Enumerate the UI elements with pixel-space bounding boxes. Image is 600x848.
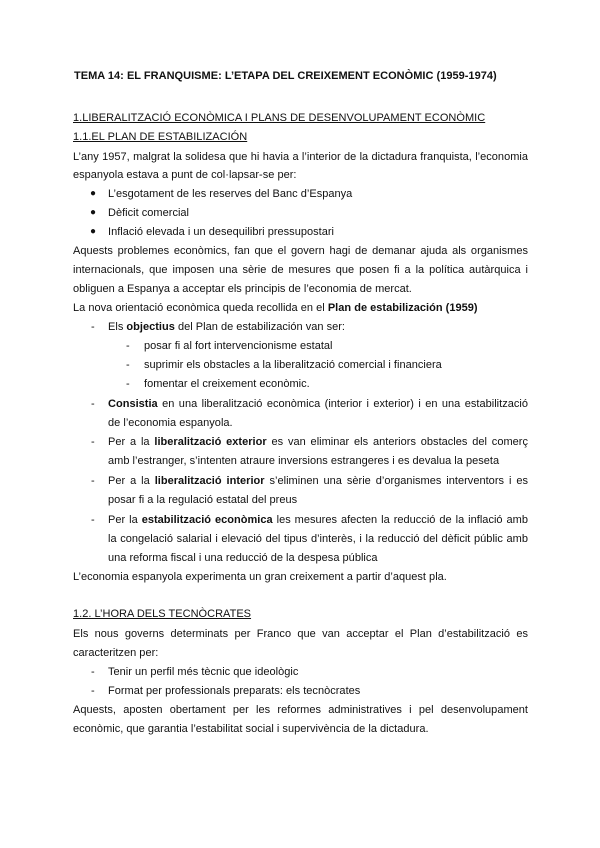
problems-line-3: obliguen a Espanya a acceptar els principis de l’economia de mercat. [73, 283, 412, 295]
consistia-rest: en una liberalització econòmica (interior i exterior) i en una estabilització [157, 398, 528, 410]
closing-line-1: Aquests, aposten obertament per les reformes administratives i pel desenvolupament [73, 704, 528, 716]
lib-int-line-1 [108, 474, 528, 488]
dash-marker: - [91, 436, 95, 448]
cause-item: Inflació elevada i un desequilibri pressupostari [108, 226, 334, 238]
problems-line-1: Aquests problemes econòmics, fan que el govern hagi de demanar ajuda als organismes [73, 245, 528, 257]
consistia-line-1 [108, 397, 528, 411]
intro-line-2: espanyola estava a punt de col·lapsar-se per: [73, 169, 297, 181]
section-heading-tecnocrates: 1.2. L’HORA DELS TECNÒCRATES [73, 608, 252, 620]
lib-int-bold: liberalització interior [154, 475, 265, 487]
estab-line-2: la congelació salarial i elevació del tipus d’interès, i la reducció del dèficit públic amb [108, 533, 528, 545]
consistia-line-2: de l’economia espanyola. [108, 417, 233, 429]
dash-marker: - [126, 340, 130, 352]
document-title: TEMA 14: EL FRANQUISME: L’ETAPA DEL CREIXEMENT ECONÒMIC (1959-1974) [74, 70, 497, 82]
dash-marker: - [91, 398, 95, 410]
plan-intro-text: La nova orientació econòmica queda recollida en el [73, 302, 328, 314]
section-heading-liberalitzacio: 1.LIBERALITZACIÓ ECONÒMICA I PLANS DE DESENVOLUPAMENT ECONÒMIC [73, 112, 486, 124]
dash-marker: - [91, 685, 95, 697]
objectives-bold: objectius [126, 321, 175, 333]
plan-intro-paragraph [73, 301, 528, 315]
lib-ext-bold: liberalització exterior [154, 436, 267, 448]
bullet-icon: ● [90, 207, 97, 218]
dash-marker: - [126, 359, 130, 371]
lib-ext-rest: es van eliminar els anteriors obstacles del comerç [266, 436, 528, 448]
tecno-intro-line-1: Els nous governs determinats per Franco que van acceptar el Plan d’estabilització es [73, 628, 528, 640]
estab-rest: les mesures afecten la reducció de la inflació amb [272, 514, 528, 526]
trait-item: Format per professionals preparats: els tecnòcrates [108, 685, 361, 697]
tecno-intro-line-2: caracteritzen per: [73, 647, 159, 659]
problems-line-2: internacionals, que imposen una sèrie de mesures que posen fi a la política autàrquica i [73, 264, 528, 276]
consistia-bold: Consistia [108, 398, 158, 410]
cause-item: L’esgotament de les reserves del Banc d’Espanya [108, 188, 353, 200]
objectives-line [108, 320, 528, 334]
bullet-icon: ● [90, 188, 97, 199]
lib-ext-line-2: amb l’estranger, s’intenten atraure inversions estrangeres i es devalua la peseta [108, 455, 500, 467]
cause-item: Dèficit comercial [108, 207, 190, 219]
lib-ext-line-1 [108, 435, 528, 449]
dash-marker: - [91, 666, 95, 678]
trait-item: Tenir un perfil més tècnic que ideològic [108, 666, 299, 678]
dash-marker: - [91, 321, 95, 333]
estab-line-3: una reforma fiscal i una reducció de la despesa pública [108, 552, 378, 564]
conclusion-line: L’economia espanyola experimenta un gran creixement a partir d’aquest pla. [73, 571, 447, 583]
intro-line-1: L’any 1957, malgrat la solidesa que hi havia a l’interior de la dictadura franquista, l’economia [73, 151, 528, 163]
lib-ext-lead: Per a la [108, 436, 155, 448]
lib-int-line-2: posar fi a la regulació estatal del preus [108, 494, 298, 506]
bullet-icon: ● [90, 226, 97, 237]
dash-marker: - [126, 378, 130, 390]
dash-marker: - [91, 514, 95, 526]
estab-lead: Per la [108, 514, 142, 526]
objective-item: fomentar el creixement econòmic. [144, 378, 310, 390]
estab-line-1 [108, 513, 528, 527]
objectives-rest: del Plan de estabilización van ser: [174, 321, 345, 333]
lib-int-rest: s’eliminen una sèrie d’organismes interventors i es [264, 475, 528, 487]
objectives-lead: Els [108, 321, 127, 333]
objective-item: suprimir els obstacles a la liberalització comercial i financiera [144, 359, 442, 371]
objective-item: posar fi al fort intervencionisme estatal [144, 340, 333, 352]
estab-bold: estabilització econòmica [141, 514, 273, 526]
dash-marker: - [91, 475, 95, 487]
closing-line-2: econòmic, que garantia l’estabilitat social i supervivència de la dictadura. [73, 723, 429, 735]
subsection-heading-plan: 1.1.EL PLAN DE ESTABILIZACIÓN [73, 131, 248, 143]
lib-int-lead: Per a la [108, 475, 155, 487]
plan-name: Plan de estabilización (1959) [327, 302, 478, 314]
